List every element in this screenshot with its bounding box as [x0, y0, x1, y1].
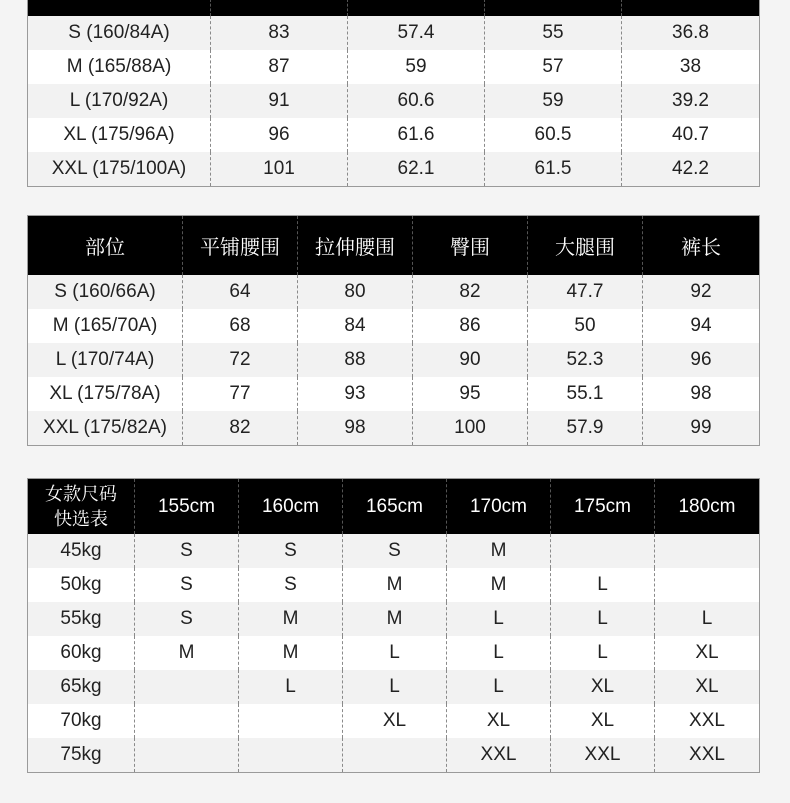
table-cell: 100 — [413, 411, 528, 445]
height-header: 175cm — [551, 479, 655, 535]
size-cell: L — [655, 602, 760, 636]
weight-label: 50kg — [28, 568, 135, 602]
size-label: S (160/84A) — [28, 16, 211, 50]
table-cell: 64 — [183, 275, 298, 309]
table-cell: 88 — [298, 343, 413, 377]
header-thigh: 大腿围 — [528, 216, 643, 276]
table-row — [28, 568, 760, 602]
size-cell: XXL — [655, 738, 760, 772]
table-cell: 59 — [485, 84, 622, 118]
table-row — [28, 343, 760, 377]
header-flat-waist: 平铺腰围 — [183, 216, 298, 276]
size-label: XL (175/78A) — [28, 377, 183, 411]
header-cell — [211, 0, 348, 16]
table-cell: 57 — [485, 50, 622, 84]
header-cell — [485, 0, 622, 16]
size-cell: XL — [551, 670, 655, 704]
table-cell: 38 — [622, 50, 760, 84]
table-cell: 55 — [485, 16, 622, 50]
header-length: 裤长 — [643, 216, 760, 276]
size-label: L (170/92A) — [28, 84, 211, 118]
size-cell: S — [135, 568, 239, 602]
header-part: 部位 — [28, 216, 183, 276]
size-cell: M — [343, 568, 447, 602]
size-cell — [135, 704, 239, 738]
table-cell: 83 — [211, 16, 348, 50]
size-cell: XXL — [655, 704, 760, 738]
height-header: 165cm — [343, 479, 447, 535]
size-cell: M — [135, 636, 239, 670]
table-cell: 96 — [643, 343, 760, 377]
table-row — [28, 275, 760, 309]
table-cell: 60.6 — [348, 84, 485, 118]
table-row — [28, 670, 760, 704]
header-row — [28, 0, 760, 16]
header-stretch-waist: 拉伸腰围 — [298, 216, 413, 276]
height-header: 160cm — [239, 479, 343, 535]
table-row — [28, 738, 760, 772]
size-cell: M — [447, 568, 551, 602]
table-row — [28, 534, 760, 568]
size-label: XXL (175/100A) — [28, 152, 211, 186]
table-cell: 68 — [183, 309, 298, 343]
size-cell: XXL — [447, 738, 551, 772]
size-cell: L — [551, 602, 655, 636]
size-cell: XL — [655, 670, 760, 704]
table-cell: 82 — [413, 275, 528, 309]
size-cell: L — [447, 636, 551, 670]
table-row — [28, 704, 760, 738]
table-cell: 50 — [528, 309, 643, 343]
size-cell: L — [343, 636, 447, 670]
table-cell: 39.2 — [622, 84, 760, 118]
table-cell: 61.5 — [485, 152, 622, 186]
size-label: XXL (175/82A) — [28, 411, 183, 445]
size-cell: L — [447, 602, 551, 636]
table-cell: 52.3 — [528, 343, 643, 377]
table-cell: 86 — [413, 309, 528, 343]
table-row — [28, 16, 760, 50]
table-row — [28, 636, 760, 670]
table-row — [28, 602, 760, 636]
pants-size-table — [27, 215, 760, 446]
table-cell: 95 — [413, 377, 528, 411]
size-cell — [551, 534, 655, 568]
size-cell — [655, 534, 760, 568]
header-row — [28, 216, 760, 276]
size-cell: XXL — [551, 738, 655, 772]
size-cell: L — [447, 670, 551, 704]
top-size-table — [27, 0, 760, 187]
size-cell — [239, 738, 343, 772]
weight-label: 70kg — [28, 704, 135, 738]
table-cell: 57.4 — [348, 16, 485, 50]
table-cell: 92 — [643, 275, 760, 309]
size-cell: XL — [655, 636, 760, 670]
size-cell: XL — [447, 704, 551, 738]
table-cell: 87 — [211, 50, 348, 84]
table-cell: 101 — [211, 152, 348, 186]
size-cell — [343, 738, 447, 772]
table-cell: 93 — [298, 377, 413, 411]
size-cell: S — [135, 602, 239, 636]
table-cell: 91 — [211, 84, 348, 118]
table-cell: 77 — [183, 377, 298, 411]
size-label: M (165/88A) — [28, 50, 211, 84]
table-cell: 96 — [211, 118, 348, 152]
weight-label: 60kg — [28, 636, 135, 670]
table-cell: 42.2 — [622, 152, 760, 186]
header-cell — [622, 0, 760, 16]
size-cell: XL — [343, 704, 447, 738]
table-cell: 40.7 — [622, 118, 760, 152]
table-row — [28, 377, 760, 411]
size-label: L (170/74A) — [28, 343, 183, 377]
size-cell: L — [551, 636, 655, 670]
table-cell: 36.8 — [622, 16, 760, 50]
table-row — [28, 411, 760, 445]
table-cell: 62.1 — [348, 152, 485, 186]
size-cell: S — [135, 534, 239, 568]
height-header: 170cm — [447, 479, 551, 535]
size-cell — [135, 670, 239, 704]
height-header: 180cm — [655, 479, 760, 535]
size-label: M (165/70A) — [28, 309, 183, 343]
weight-label: 75kg — [28, 738, 135, 772]
table-cell: 61.6 — [348, 118, 485, 152]
corner-line-2: 快选表 — [54, 508, 108, 529]
table-cell: 98 — [298, 411, 413, 445]
table-cell: 59 — [348, 50, 485, 84]
size-cell — [135, 738, 239, 772]
size-cell — [239, 704, 343, 738]
size-cell: S — [239, 534, 343, 568]
size-cell — [655, 568, 760, 602]
table-row — [28, 50, 760, 84]
table-cell: 94 — [643, 309, 760, 343]
weight-label: 45kg — [28, 534, 135, 568]
size-cell: M — [343, 602, 447, 636]
size-cell: XL — [551, 704, 655, 738]
table-cell: 55.1 — [528, 377, 643, 411]
size-cell: L — [239, 670, 343, 704]
size-cell: L — [551, 568, 655, 602]
corner-line-1: 女款尺码 — [45, 483, 117, 504]
table-cell: 72 — [183, 343, 298, 377]
table-row — [28, 309, 760, 343]
table-cell: 80 — [298, 275, 413, 309]
table-cell: 84 — [298, 309, 413, 343]
size-cell: M — [239, 636, 343, 670]
table-row — [28, 84, 760, 118]
size-cell: S — [239, 568, 343, 602]
table-cell: 98 — [643, 377, 760, 411]
header-cell — [28, 0, 211, 16]
header-cell — [348, 0, 485, 16]
header-row — [28, 479, 760, 535]
table-cell: 99 — [643, 411, 760, 445]
size-label: S (160/66A) — [28, 275, 183, 309]
quick-size-table — [27, 478, 760, 773]
size-cell: M — [447, 534, 551, 568]
table-cell: 90 — [413, 343, 528, 377]
size-cell: L — [343, 670, 447, 704]
table-cell: 82 — [183, 411, 298, 445]
table-row — [28, 118, 760, 152]
height-header: 155cm — [135, 479, 239, 535]
table-cell: 57.9 — [528, 411, 643, 445]
weight-label: 55kg — [28, 602, 135, 636]
size-label: XL (175/96A) — [28, 118, 211, 152]
size-cell: S — [343, 534, 447, 568]
table-cell: 60.5 — [485, 118, 622, 152]
table-row — [28, 152, 760, 186]
size-cell: M — [239, 602, 343, 636]
header-hip: 臀围 — [413, 216, 528, 276]
table-cell: 47.7 — [528, 275, 643, 309]
corner-header — [28, 479, 135, 535]
weight-label: 65kg — [28, 670, 135, 704]
